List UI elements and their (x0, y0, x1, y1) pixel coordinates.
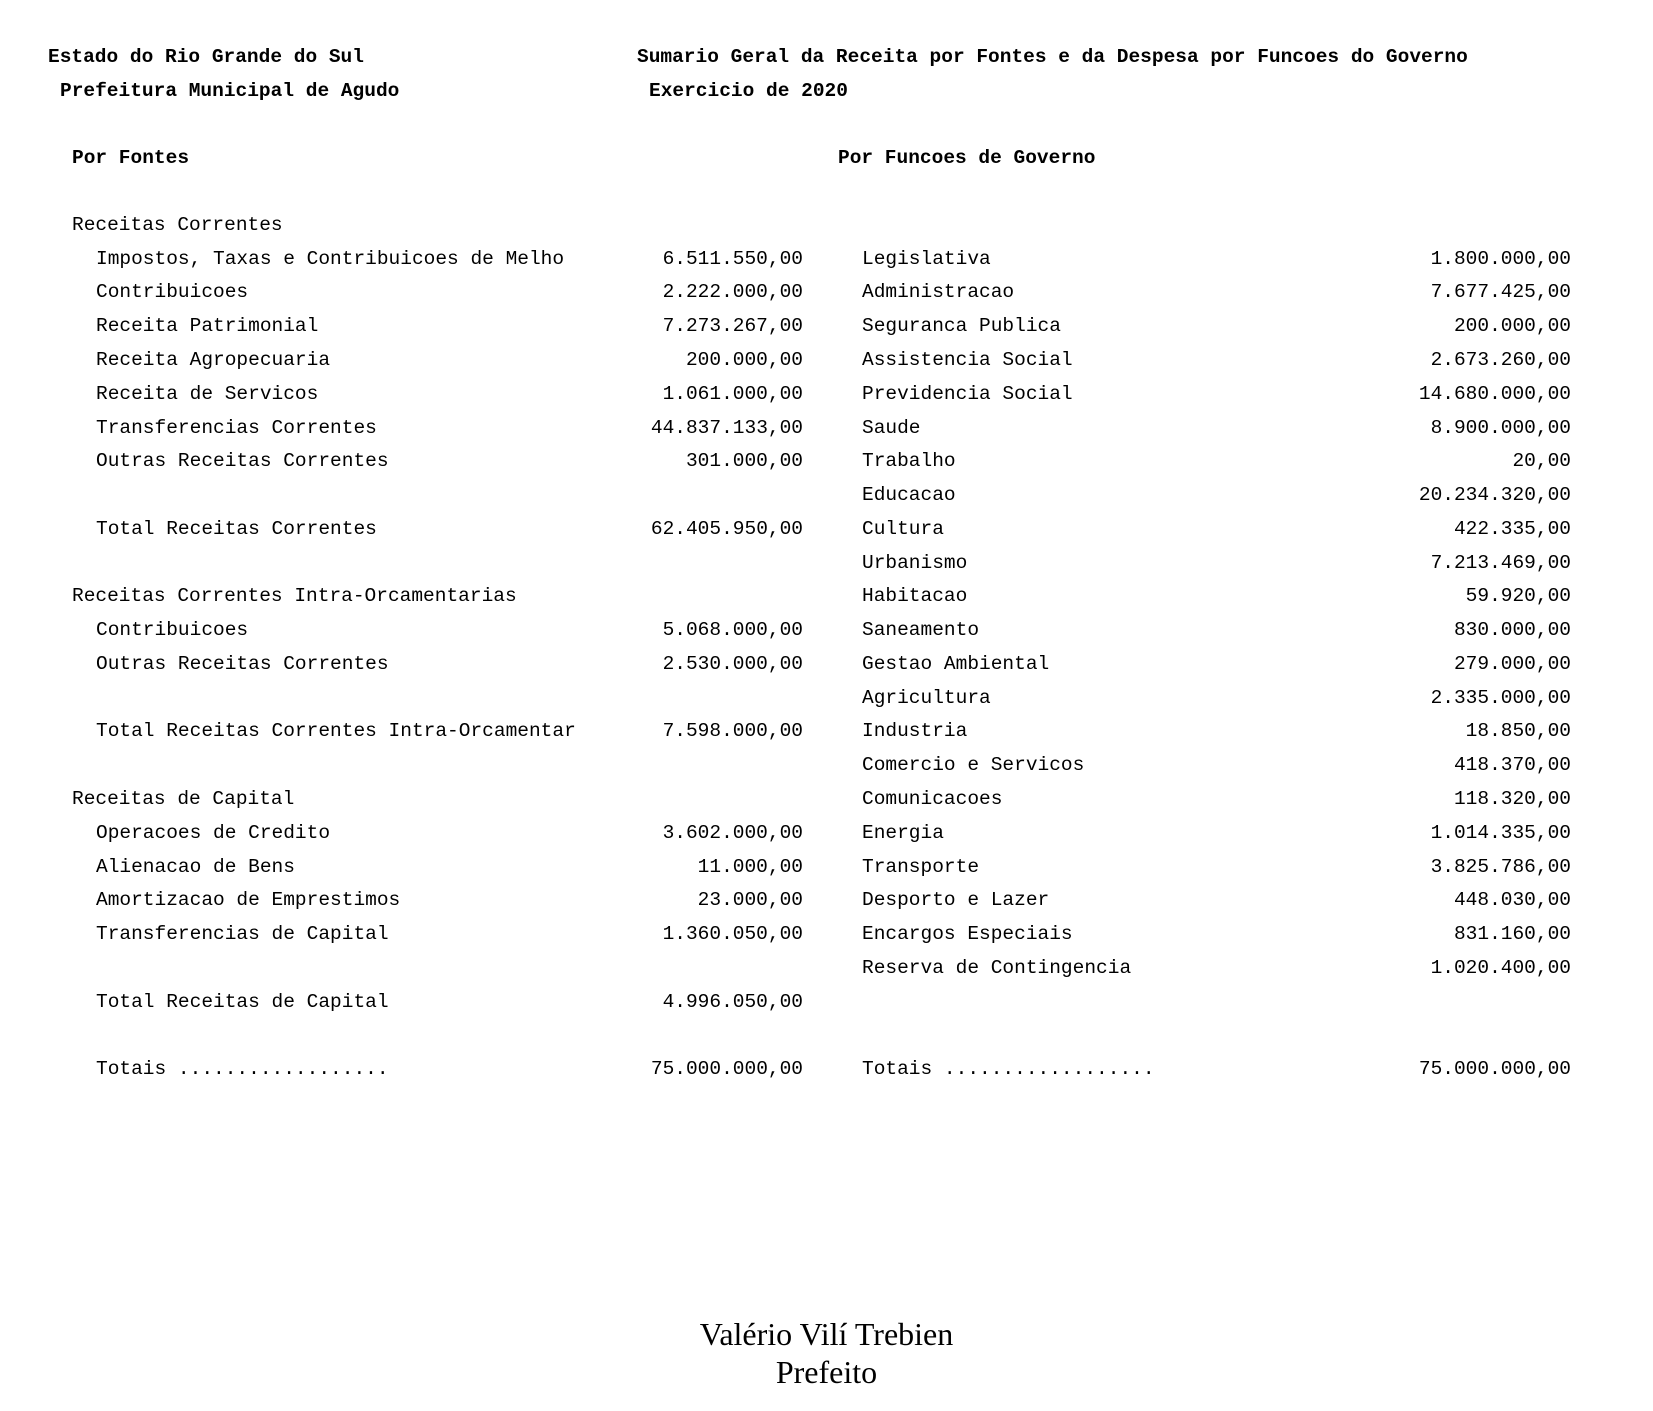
funcoes-totais-label: Totais .................. (862, 1058, 1155, 1080)
funcao-label: Comercio e Servicos (862, 754, 1085, 776)
fontes-totais-label: Totais .................. (96, 1058, 389, 1080)
funcao-label: Reserva de Contingencia (862, 957, 1132, 979)
fonte-label: Impostos, Taxas e Contribuicoes de Melho (96, 248, 565, 270)
funcao-label: Gestao Ambiental (862, 653, 1050, 675)
fonte-value: 1.360.050,00 (662, 923, 803, 945)
total-correntes-value: 62.405.950,00 (650, 518, 803, 540)
fonte-value: 11.000,00 (697, 856, 803, 878)
funcao-value: 20,00 (1512, 450, 1571, 472)
funcoes-totais-value: 75.000.000,00 (1418, 1058, 1571, 1080)
funcao-label: Transporte (862, 856, 980, 878)
fonte-label: Transferencias de Capital (96, 923, 389, 945)
funcao-value: 14.680.000,00 (1418, 383, 1571, 405)
report-title: Sumario Geral da Receita por Fontes e da Despesa por Funcoes do Governo (637, 46, 1468, 68)
fonte-label: Operacoes de Credito (96, 822, 331, 844)
funcao-value: 448.030,00 (1453, 889, 1571, 911)
funcao-value: 1.800.000,00 (1430, 248, 1571, 270)
funcao-label: Desporto e Lazer (862, 889, 1050, 911)
total-intra-value: 7.598.000,00 (662, 720, 803, 742)
fonte-label: Alienacao de Bens (96, 856, 295, 878)
funcao-label: Urbanismo (862, 552, 968, 574)
funcao-value: 2.673.260,00 (1430, 349, 1571, 371)
funcao-value: 7.213.469,00 (1430, 552, 1571, 574)
funcao-value: 18.850,00 (1465, 720, 1571, 742)
funcao-value: 422.335,00 (1453, 518, 1571, 540)
funcao-value: 59.920,00 (1465, 585, 1571, 607)
fonte-value: 23.000,00 (697, 889, 803, 911)
signatory-name: Valério Vilí Trebien (699, 1316, 954, 1352)
fonte-label: Outras Receitas Correntes (96, 450, 389, 472)
receitas-capital-heading: Receitas de Capital (72, 788, 295, 810)
funcao-value: 118.320,00 (1453, 788, 1571, 810)
fonte-value: 44.837.133,00 (650, 417, 803, 439)
fontes-title: Por Fontes (72, 147, 190, 169)
fonte-label: Receita Patrimonial (96, 315, 319, 337)
funcao-label: Administracao (862, 281, 1015, 303)
fonte-value: 2.222.000,00 (662, 281, 803, 303)
fonte-value: 3.602.000,00 (662, 822, 803, 844)
fonte-value: 5.068.000,00 (662, 619, 803, 641)
signatory-role: Prefeito (775, 1354, 878, 1390)
funcao-value: 200.000,00 (1453, 315, 1571, 337)
total-intra-label: Total Receitas Correntes Intra-Orcamentar (96, 720, 576, 742)
funcao-value: 3.825.786,00 (1430, 856, 1571, 878)
funcao-label: Agricultura (862, 687, 991, 709)
fonte-label: Transferencias Correntes (96, 417, 377, 439)
fonte-value: 6.511.550,00 (662, 248, 803, 270)
funcao-label: Habitacao (862, 585, 968, 607)
funcao-value: 7.677.425,00 (1430, 281, 1571, 303)
fonte-value: 200.000,00 (685, 349, 803, 371)
fonte-value: 1.061.000,00 (662, 383, 803, 405)
total-correntes-label: Total Receitas Correntes (96, 518, 377, 540)
fonte-label: Contribuicoes (96, 619, 249, 641)
receitas-correntes-heading: Receitas Correntes (72, 214, 283, 236)
fonte-label: Amortizacao de Emprestimos (96, 889, 401, 911)
funcao-label: Cultura (862, 518, 944, 540)
fonte-value: 7.273.267,00 (662, 315, 803, 337)
state-name: Estado do Rio Grande do Sul (48, 46, 364, 68)
funcao-label: Assistencia Social (862, 349, 1073, 371)
funcao-value: 279.000,00 (1453, 653, 1571, 675)
funcao-value: 418.370,00 (1453, 754, 1571, 776)
funcao-label: Trabalho (862, 450, 956, 472)
funcao-label: Previdencia Social (862, 383, 1073, 405)
funcao-label: Industria (862, 720, 968, 742)
funcao-label: Legislativa (862, 248, 991, 270)
funcoes-title: Por Funcoes de Governo (838, 147, 1096, 169)
fontes-totais-value: 75.000.000,00 (650, 1058, 803, 1080)
municipality-name: Prefeitura Municipal de Agudo (60, 80, 400, 102)
funcao-value: 1.014.335,00 (1430, 822, 1571, 844)
funcao-label: Seguranca Publica (862, 315, 1061, 337)
funcao-value: 831.160,00 (1453, 923, 1571, 945)
funcao-value: 8.900.000,00 (1430, 417, 1571, 439)
funcao-label: Energia (862, 822, 944, 844)
fonte-label: Contribuicoes (96, 281, 249, 303)
fonte-value: 301.000,00 (685, 450, 803, 472)
funcao-value: 1.020.400,00 (1430, 957, 1571, 979)
funcao-label: Saude (862, 417, 921, 439)
funcao-label: Saneamento (862, 619, 980, 641)
exercise-year: Exercicio de 2020 (649, 80, 848, 102)
total-capital-value: 4.996.050,00 (662, 991, 803, 1013)
funcao-value: 20.234.320,00 (1418, 484, 1571, 506)
fonte-value: 2.530.000,00 (662, 653, 803, 675)
funcao-label: Educacao (862, 484, 956, 506)
fonte-label: Receita de Servicos (96, 383, 319, 405)
funcao-value: 830.000,00 (1453, 619, 1571, 641)
fonte-label: Outras Receitas Correntes (96, 653, 389, 675)
total-capital-label: Total Receitas de Capital (96, 991, 389, 1013)
funcao-value: 2.335.000,00 (1430, 687, 1571, 709)
receitas-intra-heading: Receitas Correntes Intra-Orcamentarias (72, 585, 517, 607)
funcao-label: Comunicacoes (862, 788, 1003, 810)
fonte-label: Receita Agropecuaria (96, 349, 331, 371)
funcao-label: Encargos Especiais (862, 923, 1073, 945)
